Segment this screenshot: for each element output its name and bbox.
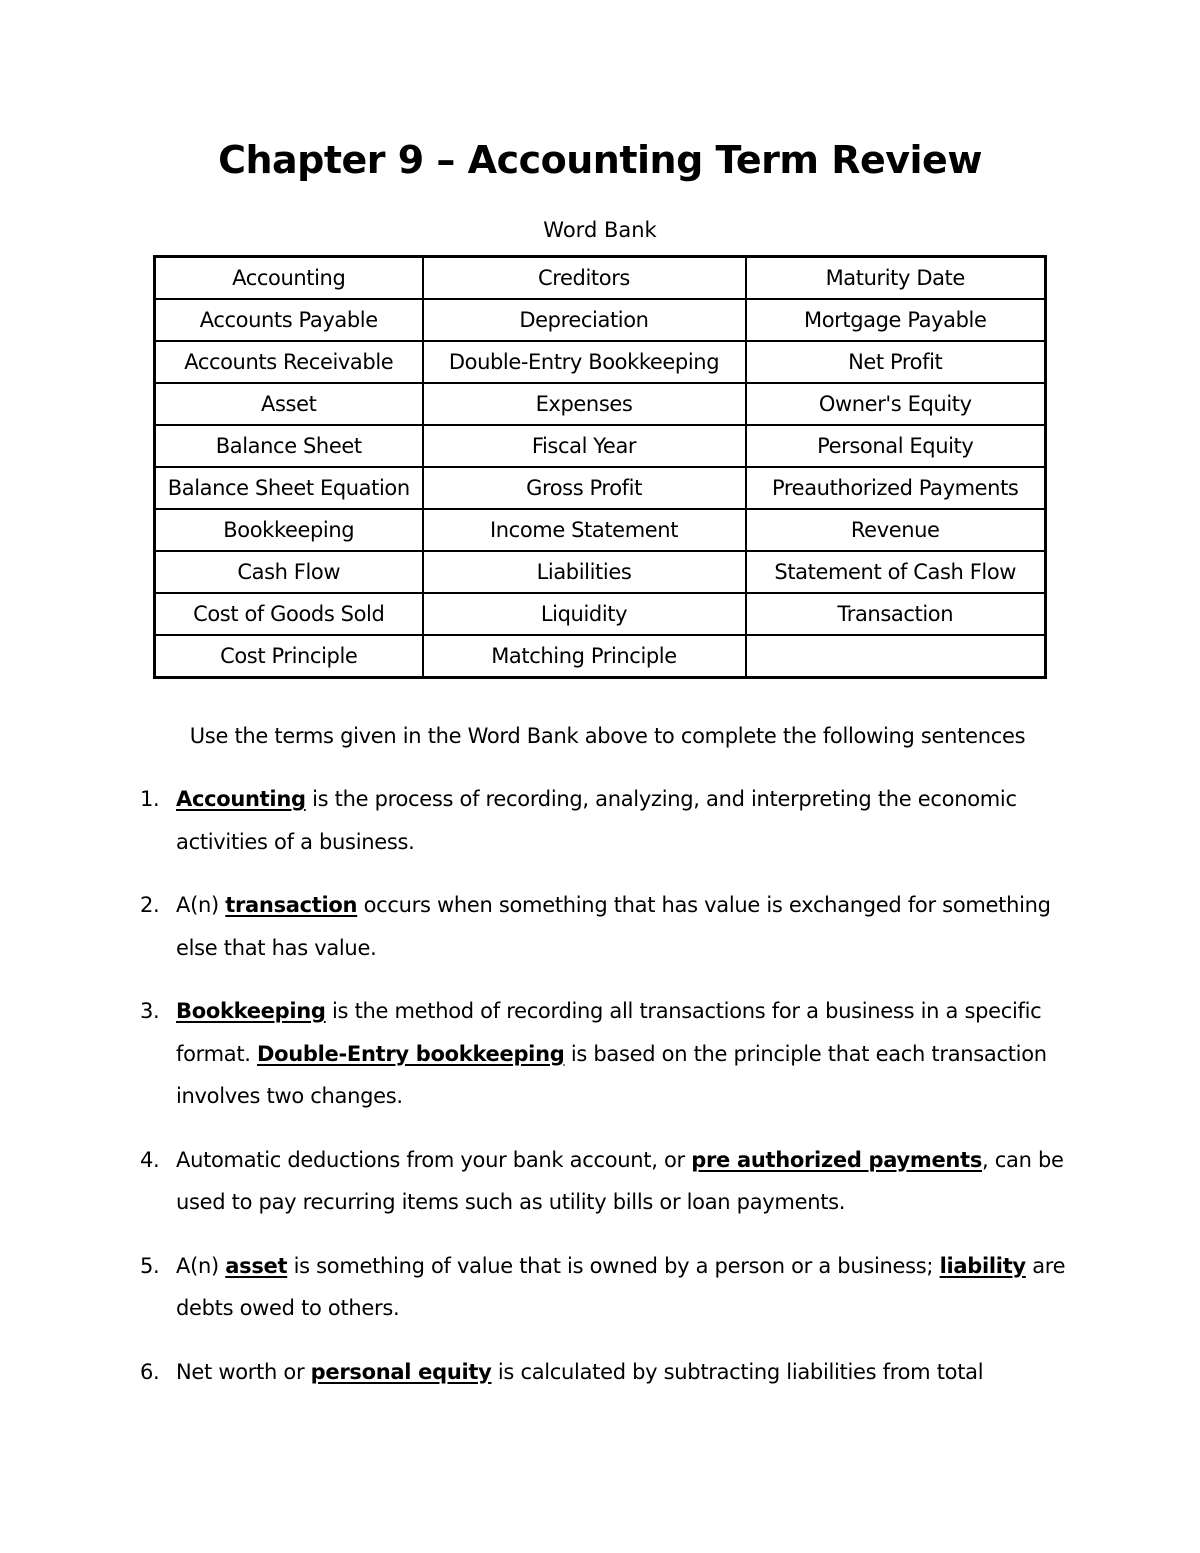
table-row xyxy=(155,257,1046,300)
answer-term: pre authorized payments xyxy=(691,1147,983,1172)
word-bank-cell: Income Statement xyxy=(423,509,746,551)
item-text: Net worth or xyxy=(176,1359,311,1384)
answer-term: Accounting xyxy=(176,787,306,811)
answer-term: liability xyxy=(939,1253,1026,1278)
page-title: Chapter 9 – Accounting Term Review xyxy=(218,138,982,182)
instructions-text: Use the terms given in the Word Bank above to complete the following sentences xyxy=(189,724,1026,748)
word-bank-cell: Expenses xyxy=(423,383,746,425)
table-row xyxy=(155,635,1046,678)
word-bank-cell: Balance Sheet Equation xyxy=(155,467,423,509)
list-item xyxy=(140,1245,1070,1330)
answer-term: transaction xyxy=(225,893,358,917)
table-row xyxy=(155,467,1046,509)
word-bank-cell: Liquidity xyxy=(423,593,746,635)
word-bank-cell: Owner's Equity xyxy=(746,383,1046,425)
word-bank-cell: Statement of Cash Flow xyxy=(746,551,1046,593)
table-row xyxy=(155,383,1046,425)
item-text: is based on the principle that each transaction involves two changes. xyxy=(176,1041,1047,1108)
word-bank-cell: Preauthorized Payments xyxy=(746,467,1046,509)
word-bank-cell: Gross Profit xyxy=(423,467,746,509)
word-bank-cell: Accounts Payable xyxy=(155,299,423,341)
word-bank-table xyxy=(153,255,1047,679)
table-row xyxy=(155,341,1046,383)
word-bank-cell xyxy=(746,635,1046,678)
list-item xyxy=(140,884,1070,969)
table-row xyxy=(155,509,1046,551)
word-bank-cell: Bookkeeping xyxy=(155,509,423,551)
word-bank-cell: Asset xyxy=(155,383,423,425)
word-bank-cell: Fiscal Year xyxy=(423,425,746,467)
word-bank-cell: Double-Entry Bookkeeping xyxy=(423,341,746,383)
table-row xyxy=(155,299,1046,341)
item-text: is calculated by subtracting liabilities from total xyxy=(491,1359,984,1384)
word-bank-cell: Liabilities xyxy=(423,551,746,593)
word-bank-cell: Revenue xyxy=(746,509,1046,551)
item-number: 3. xyxy=(140,999,160,1023)
list-item xyxy=(140,1351,1070,1394)
answer-term: personal equity xyxy=(310,1359,492,1384)
answer-term: Bookkeeping xyxy=(176,999,326,1023)
item-text: is the method of recording all transactions for a business in a specific format. xyxy=(176,999,1042,1066)
answer-term: asset xyxy=(225,1253,288,1278)
table-row xyxy=(155,551,1046,593)
word-bank-cell: Cash Flow xyxy=(155,551,423,593)
word-bank-cell: Balance Sheet xyxy=(155,425,423,467)
word-bank-cell: Cost of Goods Sold xyxy=(155,593,423,635)
item-number: 4. xyxy=(140,1147,160,1172)
word-bank-cell: Accounting xyxy=(155,257,423,300)
word-bank-cell: Matching Principle xyxy=(423,635,746,678)
item-text: are debts owed to others. xyxy=(176,1253,1066,1320)
list-item xyxy=(140,990,1070,1118)
word-bank-cell: Cost Principle xyxy=(155,635,423,678)
word-bank-cell: Transaction xyxy=(746,593,1046,635)
word-bank-cell: Personal Equity xyxy=(746,425,1046,467)
word-bank-heading: Word Bank xyxy=(543,218,657,242)
word-bank-cell: Accounts Receivable xyxy=(155,341,423,383)
word-bank-cell: Maturity Date xyxy=(746,257,1046,300)
item-text: A(n) xyxy=(176,893,226,917)
item-number: 1. xyxy=(140,787,160,811)
item-number: 2. xyxy=(140,893,160,917)
item-text: A(n) xyxy=(176,1253,226,1278)
question-list xyxy=(140,778,1070,1414)
list-item xyxy=(140,1139,1070,1224)
item-text: , can be used to pay recurring items such as utility bills or loan payments. xyxy=(176,1147,1064,1214)
item-text: Automatic deductions from your bank account, or xyxy=(176,1147,692,1172)
item-text: is something of value that is owned by a person or a business; xyxy=(287,1253,940,1278)
item-number: 6. xyxy=(140,1359,160,1384)
word-bank-cell: Creditors xyxy=(423,257,746,300)
word-bank-cell: Net Profit xyxy=(746,341,1046,383)
word-bank-cell: Depreciation xyxy=(423,299,746,341)
item-text: occurs when something that has value is exchanged for something else that has value. xyxy=(176,893,1051,960)
table-row xyxy=(155,593,1046,635)
list-item xyxy=(140,778,1070,863)
table-row xyxy=(155,425,1046,467)
word-bank-cell: Mortgage Payable xyxy=(746,299,1046,341)
item-number: 5. xyxy=(140,1253,160,1278)
answer-term: Double-Entry bookkeeping xyxy=(257,1041,565,1066)
item-text: is the process of recording, analyzing, and interpreting the economic activities of a business. xyxy=(176,787,1017,854)
